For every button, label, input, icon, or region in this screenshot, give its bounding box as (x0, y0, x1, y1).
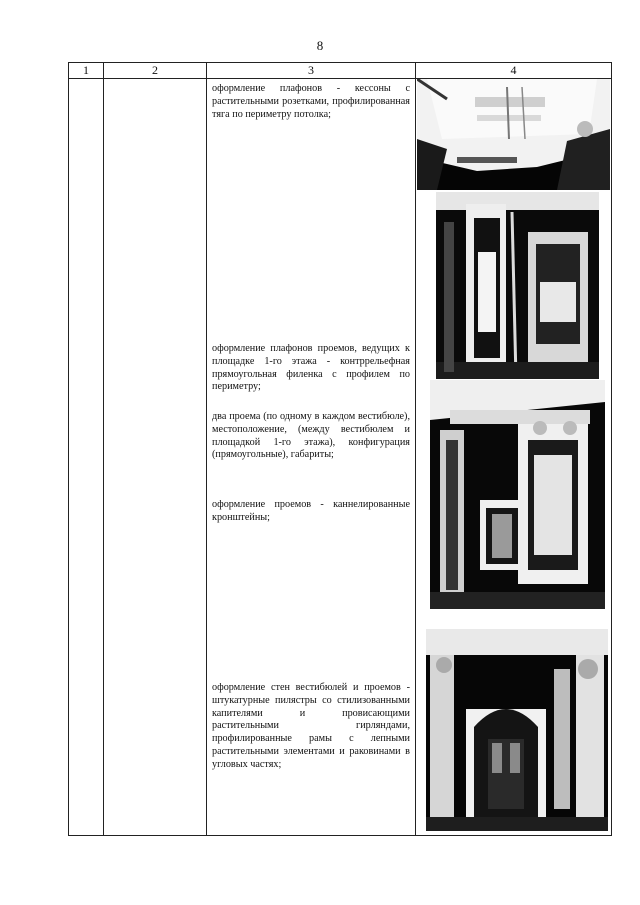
cell-number (69, 79, 104, 836)
photo-fluted-brackets (430, 380, 605, 609)
header-row (69, 63, 612, 79)
photo-door-opening (436, 192, 599, 379)
description-two-openings: два проема (по одному в каждом вестибюле), местоположение, (между вестибюлем и площадкой 1-го этажа), конфигурация (прямоугольные), габариты; (212, 411, 410, 461)
cell-description (207, 79, 416, 836)
cell-object (104, 79, 207, 836)
header-col-1: 1 (69, 63, 104, 79)
table-row (69, 79, 612, 836)
header-col-2: 2 (104, 63, 207, 79)
page-number: 8 (316, 38, 324, 53)
photo-ceiling (417, 79, 610, 190)
description-pilasters: оформление стен вестибюлей и проемов - штукатурные пилястры со стилизованными капителями и провисающими растительными гирляндами, профилированные рамы с лепными растительными элементами и раковинами в угловых частях; (212, 682, 410, 770)
monument-table (68, 62, 612, 836)
header-col-3: 3 (207, 63, 416, 79)
description-ceiling-caissons: оформление плафонов - кессоны с растительными розетками, профилированная тяга по периметру потолка; (212, 83, 410, 120)
header-col-4: 4 (416, 63, 612, 79)
cell-photos (416, 79, 612, 836)
description-opening-plafonds: оформление плафонов проемов, ведущих к площадке 1-го этажа - контррельефная прямоугольная филенка с профилем по периметру; (212, 343, 410, 393)
photo-vestibule-pilasters (426, 629, 608, 831)
description-fluted-brackets: оформление проемов - каннелированные кронштейны; (212, 499, 410, 523)
